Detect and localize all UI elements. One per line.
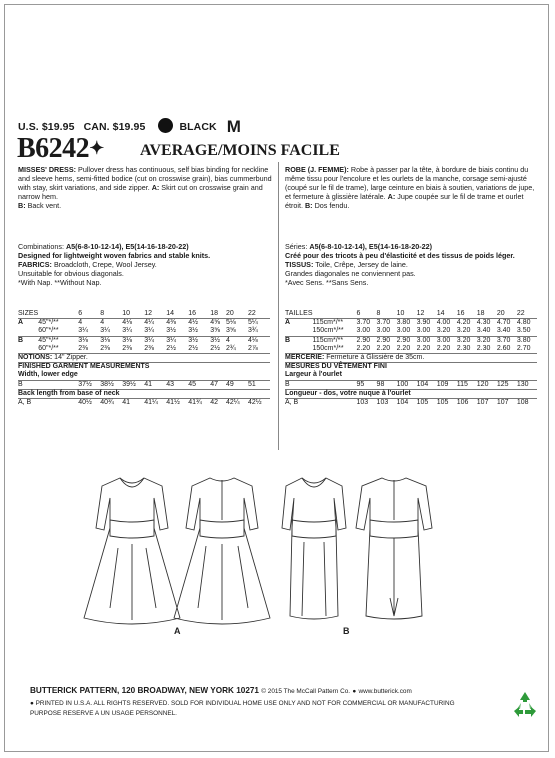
en-yardage-row-cell: 3⅛ — [78, 336, 88, 344]
en-yardage-row-cell: 5⅛ — [225, 319, 236, 327]
fr-yardage-row-cell: 3.70 — [496, 336, 511, 344]
fr-length-row-cell: 105 — [436, 399, 449, 407]
pattern-number-block — [17, 133, 104, 165]
fr-yardage-row-cell: 150cm*/** — [312, 327, 344, 335]
notice-block — [30, 699, 460, 719]
dress-description-en: Pullover dress has continuous, self bias binding for neckline and sleeve hems, semi-fitted bodice (cut on crosswise grain), bias cummerbund with stay, skirt variations, and side zipper. — [18, 165, 272, 192]
fr-yardage-row-cell: 3.20 — [456, 327, 471, 335]
yardage-table-en — [18, 310, 270, 407]
fr-width-row-cell — [313, 380, 357, 389]
fr-yardage-row-cell: 3.70 — [376, 319, 391, 327]
en-yardage-row-cell: 2½ — [210, 344, 220, 352]
view-a-text-fr: Jupe coupée sur le fil de trame et ourlet étroit. — [285, 191, 524, 210]
fr-yardage-row-cell: 4.20 — [456, 319, 471, 327]
view-a-label-fr: A: — [387, 191, 396, 201]
en-header-row — [18, 310, 270, 319]
en-width-label — [18, 371, 270, 380]
en-finished-label-text: FINISHED GARMENT MEASUREMENTS — [18, 363, 150, 371]
fr-length-label-text: Longueur - dos, votre nuque à l'ourlet — [285, 389, 411, 397]
fr-yardage-row-cell: 115cm*/** — [312, 319, 344, 327]
en-yardage-row-cell: B — [18, 336, 24, 344]
view-b-label-fr: B: — [304, 200, 313, 210]
en-width-row-cell: 38½ — [100, 380, 114, 388]
en-width-row-cell: 43 — [166, 380, 175, 388]
fr-yardage-row-cell: 2.30 — [456, 344, 471, 352]
price-can: CAN. $19.95 — [83, 121, 146, 133]
fr-yardage-row-cell: 3.00 — [416, 336, 431, 344]
legal-notice: PRINTED IN U.S.A. ALL RIGHTS RESERVED. SOLD FOR INDIVIDUAL HOME USE ONLY AND NOT FOR COMMERCIAL OR MANUFACTURING PURPOSE RESERVE A UN USAGE PERSONNEL. — [30, 700, 455, 717]
en-yardage-row-cell: 3⅛ — [100, 336, 110, 344]
combo-e-fr: E5(14-16-18-20-22) — [368, 242, 433, 251]
en-yardage-row-cell: 3¼ — [144, 327, 154, 335]
dress-description-fr: Robe à passer par la tête, à bordure de biais continu du même tissu pour l'encolure et les ourlets de la manche, corsage semi-ajusté (coupé sur le fil de trame), large ceinture en biais à soutien, variations de jupe, et fermeture à glissière latérale. — [285, 165, 535, 201]
fr-notions-text: MERCERIE: Fermeture à Glissière de 35cm. — [285, 354, 425, 362]
en-yardage-row-cell: 3½ — [166, 327, 176, 335]
en-length-row-cell: 41¼ — [144, 399, 158, 407]
fr-width-row-cell: 95 — [356, 380, 365, 388]
fr-yardage-row-cell: 3.00 — [416, 327, 431, 335]
en-yardage-row-cell: 3½ — [188, 327, 198, 335]
en-notions-text: NOTIONS: 14" Zipper. — [18, 354, 88, 362]
en-yardage-row-cell: 4 — [225, 336, 230, 344]
combinations-label-fr: Séries: — [285, 242, 308, 251]
fr-length-row — [285, 399, 537, 408]
fabrics-fr: Toile, Crêpe, Jersey de laine. — [315, 259, 408, 269]
fr-yardage-row-cell: 3.50 — [516, 327, 531, 335]
en-yardage-row — [18, 336, 270, 345]
en-width-row-cell: 45 — [188, 380, 197, 388]
fr-yardage-row — [285, 336, 537, 345]
fr-header-row-cell: 10 — [396, 310, 405, 317]
en-yardage-row-cell: 3¼ — [166, 336, 176, 344]
en-length-row-cell: 41 — [122, 399, 131, 407]
fr-header-row-cell: 14 — [436, 310, 445, 317]
fr-yardage-row-cell: 4.00 — [436, 319, 451, 327]
fr-yardage-row-cell: 2.20 — [416, 344, 431, 352]
en-yardage-row-cell: 4⅛ — [247, 336, 258, 344]
fr-yardage-row-cell: 2.90 — [376, 336, 391, 344]
en-yardage-row-cell: 3½ — [210, 336, 220, 344]
french-description — [285, 166, 539, 211]
dress-illustration — [80, 458, 480, 638]
fr-yardage-row-cell: 3.90 — [416, 319, 431, 327]
fr-yardage-row-cell: 2.60 — [496, 344, 511, 352]
view-b-back-dress — [356, 478, 432, 619]
yardage-table-fr — [285, 310, 537, 407]
en-header-row-cell: 20 — [225, 310, 234, 317]
fr-header-row-cell: 6 — [356, 310, 361, 317]
en-yardage-row-cell: 4½ — [188, 319, 198, 327]
en-header-row-cell: 6 — [78, 310, 83, 317]
nap-fr: *Avec Sens. **Sans Sens. — [285, 277, 369, 287]
dress-title-en: MISSES' DRESS: — [18, 165, 77, 174]
fr-yardage-row-cell: 3.80 — [516, 336, 531, 344]
view-b-front-dress — [282, 478, 346, 619]
fr-yardage-row-cell: 3.00 — [436, 336, 451, 344]
fr-notions-row — [285, 354, 537, 363]
fr-header-row — [285, 310, 537, 319]
view-a-label-en: A: — [151, 182, 160, 192]
view-a-front-dress — [84, 478, 180, 624]
english-fabric-info — [18, 243, 274, 288]
fr-yardage-row-cell: A — [285, 319, 291, 327]
en-header-row-cell: 12 — [144, 310, 153, 317]
fr-width-row-cell: 115 — [456, 380, 468, 388]
unsuitable-en: Unsuitable for obvious diagonals. — [18, 268, 124, 278]
fr-yardage-row-cell: 2.20 — [396, 344, 411, 352]
fr-yardage-row-cell: 2.90 — [356, 336, 371, 344]
en-width-row — [18, 380, 270, 389]
fr-yardage-row-cell: 115cm*/** — [312, 336, 344, 344]
fr-yardage-row-cell: 3.20 — [456, 336, 471, 344]
fr-width-row-cell: 120 — [476, 380, 489, 388]
combo-a-en: A5(6-8-10-12-14), — [65, 242, 124, 251]
fr-finished-label — [285, 363, 537, 372]
fr-header-row-cell — [313, 310, 357, 319]
fr-header-row-cell: 20 — [496, 310, 505, 317]
dress-title-fr: ROBE (J. FEMME): — [285, 165, 349, 174]
website-text: www.butterick.com — [358, 688, 412, 695]
black-dot-icon — [158, 118, 173, 133]
fr-yardage-row-cell: 150cm*/** — [312, 344, 344, 352]
en-length-row — [18, 399, 270, 408]
en-length-row-cell: 42½ — [247, 399, 262, 407]
unsuitable-fr: Grandes diagonales ne conviennent pas. — [285, 268, 416, 278]
fr-yardage-row-cell: 3.00 — [356, 327, 371, 335]
fr-yardage-row-cell: 3.40 — [476, 327, 491, 335]
en-length-label-text: Back length from base of neck — [18, 389, 120, 397]
fr-yardage-row-cell: 4.70 — [496, 319, 511, 327]
en-yardage-row-cell: 4 — [100, 319, 105, 327]
copyright-text: © 2015 The McCall Pattern Co. — [261, 688, 351, 695]
fr-header-row-cell: 16 — [456, 310, 465, 317]
nap-en: *With Nap. **Without Nap. — [18, 277, 102, 287]
en-width-row-cell: 47 — [210, 380, 219, 388]
fr-width-row-cell: 130 — [516, 380, 529, 388]
en-length-row-cell: 42 — [210, 399, 219, 407]
en-yardage-row-cell: 60"*/** — [38, 344, 59, 352]
fr-yardage-row-cell: 3.20 — [436, 327, 451, 335]
en-yardage-row-cell: 4⅜ — [166, 319, 176, 327]
recycle-icon — [510, 689, 540, 719]
fr-yardage-row-cell: 2.90 — [396, 336, 411, 344]
en-yardage-row-cell: 2¾ — [225, 344, 236, 352]
en-length-row-cell: 42¼ — [225, 399, 240, 407]
fr-yardage-row-cell: 3.00 — [376, 327, 391, 335]
fr-yardage-row-cell: 3.00 — [396, 327, 411, 335]
en-finished-label — [18, 363, 270, 372]
en-header-row-cell: 14 — [166, 310, 175, 317]
en-yardage-row-cell: 2⅜ — [122, 344, 132, 352]
fr-yardage-row — [285, 319, 537, 328]
fr-yardage-row-cell: 4.80 — [516, 319, 531, 327]
fr-width-row-cell: 98 — [376, 380, 385, 388]
fr-length-row-cell: 107 — [476, 399, 489, 407]
en-width-row-cell: 41 — [144, 380, 153, 388]
en-yardage-row-cell: 4⅛ — [122, 319, 132, 327]
fr-length-label — [285, 389, 537, 398]
en-yardage-row-cell: 4⅝ — [210, 319, 220, 327]
en-yardage-row-cell: 60"*/** — [38, 327, 59, 335]
en-yardage-row-cell: 2⅜ — [144, 344, 154, 352]
en-yardage-row-cell: 2½ — [188, 344, 198, 352]
fr-yardage-row-cell: 3.40 — [496, 327, 511, 335]
combo-e-en: E5(14-16-18-20-22) — [125, 242, 189, 251]
en-yardage-row-cell: 45"*/** — [38, 336, 59, 344]
fr-length-row-cell — [313, 399, 357, 408]
en-header-row-cell — [38, 310, 78, 319]
designed-for-en: Designed for lightweight woven fabrics and stable knits. — [18, 250, 211, 260]
fr-yardage-row-cell: 3.80 — [396, 319, 411, 327]
fr-header-row-cell: TAILLES — [285, 310, 313, 317]
en-width-row-cell: 49 — [225, 380, 234, 388]
designed-for-fr: Créé pour des tricots à peu d'élasticité et des tissus de poids léger. — [285, 250, 515, 260]
en-yardage-row-cell: 2⅞ — [247, 344, 258, 352]
en-header-row-cell: SIZES — [18, 310, 39, 317]
combinations-label-en: Combinations: — [18, 242, 64, 251]
en-length-row-cell — [38, 399, 78, 408]
fr-header-row-cell: 8 — [376, 310, 381, 317]
en-yardage-row-cell: 3¾ — [247, 327, 258, 335]
fr-yardage-row-cell: 2.20 — [376, 344, 391, 352]
en-yardage-row-cell: 4 — [78, 319, 83, 327]
french-fabric-info — [285, 243, 539, 288]
en-yardage-row-cell: 2⅜ — [100, 344, 110, 352]
publisher-address: BUTTERICK PATTERN, 120 BROADWAY, NEW YORK 10271 — [30, 686, 259, 695]
fr-yardage-row-cell: 2.20 — [356, 344, 371, 352]
fr-yardage-row-cell: 2.20 — [436, 344, 451, 352]
en-yardage-row-cell: 3½ — [188, 336, 198, 344]
bullet-dot-icon: ● — [30, 700, 34, 707]
en-yardage-row-cell: 3¼ — [122, 327, 132, 335]
en-length-row-cell: 41½ — [166, 399, 180, 407]
fr-length-row-cell: 104 — [396, 399, 409, 407]
fr-length-row-cell: 105 — [416, 399, 429, 407]
combo-a-fr: A5(6-8-10-12-14), — [309, 242, 367, 251]
view-a-label: A — [174, 626, 181, 636]
fr-yardage-row-cell: 3.70 — [356, 319, 371, 327]
fr-yardage-row-cell: B — [285, 336, 291, 344]
fabrics-label-fr: TISSUS: — [285, 259, 314, 269]
en-header-row-cell: 22 — [247, 310, 256, 317]
fr-yardage-row-cell: 2.30 — [476, 344, 491, 352]
fr-length-row-cell: 106 — [456, 399, 469, 407]
fabrics-label-en: FABRICS: — [18, 259, 52, 269]
en-yardage-row-cell: 3⅝ — [210, 327, 220, 335]
fr-width-row-cell: 109 — [436, 380, 449, 388]
en-yardage-row-cell: 2½ — [166, 344, 176, 352]
en-yardage-row — [18, 345, 270, 354]
en-yardage-row — [18, 319, 270, 328]
diamond-icon: ✦ — [89, 138, 104, 158]
fr-width-row-cell: 125 — [496, 380, 509, 388]
fr-length-row-cell: 108 — [516, 399, 529, 407]
fr-header-row-cell: 22 — [516, 310, 525, 317]
fr-yardage-row-cell — [285, 345, 313, 354]
fr-yardage-row-cell: 4.30 — [476, 319, 491, 327]
view-b-label-en: B: — [18, 200, 26, 210]
size-letter: M — [226, 117, 241, 136]
en-width-label-text: Width, lower edge — [18, 371, 78, 379]
fr-length-row-cell: 103 — [356, 399, 369, 407]
en-length-row-cell: A, B — [18, 399, 32, 407]
en-length-row-cell: 41¾ — [188, 399, 202, 407]
fr-width-row-cell: 104 — [416, 380, 429, 388]
en-width-row-cell: 37½ — [78, 380, 92, 388]
en-width-row-cell — [38, 380, 78, 389]
fr-width-row-cell: 100 — [396, 380, 409, 388]
en-width-row-cell: 51 — [247, 380, 256, 388]
fr-width-label — [285, 371, 537, 380]
fr-finished-label-text: MESURES DU VÊTEMENT FINI — [285, 363, 387, 371]
en-yardage-row-cell — [18, 327, 38, 336]
en-yardage-row-cell: 3¼ — [100, 327, 110, 335]
english-description — [18, 166, 274, 211]
fr-header-row-cell: 18 — [476, 310, 485, 317]
publisher-line — [30, 686, 412, 695]
en-yardage-row-cell: 2⅜ — [78, 344, 88, 352]
fr-yardage-row — [285, 345, 537, 354]
en-length-row-cell: 40¾ — [100, 399, 114, 407]
en-header-row-cell: 18 — [210, 310, 219, 317]
en-yardage-row-cell: 45"*/** — [38, 319, 59, 327]
en-notions-row — [18, 354, 270, 363]
fr-yardage-row-cell: 3.20 — [476, 336, 491, 344]
view-b-label: B — [343, 626, 350, 636]
fr-header-row-cell: 12 — [416, 310, 425, 317]
fr-length-row-cell: 107 — [496, 399, 509, 407]
fr-length-row-cell: A, B — [285, 399, 299, 407]
fr-yardage-row-cell: 2.70 — [516, 344, 531, 352]
en-width-row-cell: B — [18, 380, 23, 388]
en-yardage-row-cell: 5¼ — [247, 319, 258, 327]
view-a-back-dress — [174, 478, 270, 624]
fr-width-row — [285, 380, 537, 389]
en-yardage-row-cell — [18, 345, 38, 354]
en-width-row-cell: 39½ — [122, 380, 136, 388]
en-yardage-row — [18, 327, 270, 336]
en-length-row-cell: 40½ — [78, 399, 92, 407]
en-header-row-cell: 8 — [100, 310, 105, 317]
en-yardage-row-cell: 3⅛ — [122, 336, 132, 344]
difficulty-label: AVERAGE/MOINS FACILE — [140, 142, 340, 159]
en-yardage-row-cell: A — [18, 319, 24, 327]
view-b-text-fr: Dos fendu. — [314, 200, 350, 210]
view-a-text-en: Skirt cut on crosswise grain and narrow hem. — [18, 182, 263, 201]
fr-length-row-cell: 103 — [376, 399, 389, 407]
fr-width-label-text: Largeur à l'ourlet — [285, 371, 342, 379]
pattern-number: B6242 — [17, 133, 90, 164]
en-yardage-row-cell: 3¼ — [144, 336, 154, 344]
fabrics-en: Broadcloth, Crepe, Wool Jersey. — [53, 259, 157, 269]
color-label: BLACK — [179, 121, 217, 133]
fr-yardage-row — [285, 327, 537, 336]
en-yardage-row-cell: 3⅝ — [225, 327, 236, 335]
price-us: U.S. $19.95 — [18, 121, 75, 133]
en-yardage-row-cell: 3¼ — [78, 327, 88, 335]
en-length-label — [18, 389, 270, 398]
fr-width-row-cell: B — [285, 380, 290, 388]
view-b-text-en: Back vent. — [27, 200, 62, 210]
bullet-dot-icon: ● — [352, 688, 357, 695]
en-header-row-cell: 10 — [122, 310, 131, 317]
fr-yardage-row-cell — [285, 327, 313, 336]
en-yardage-row-cell: 4¼ — [144, 319, 154, 327]
en-header-row-cell: 16 — [188, 310, 197, 317]
column-divider — [278, 162, 279, 450]
